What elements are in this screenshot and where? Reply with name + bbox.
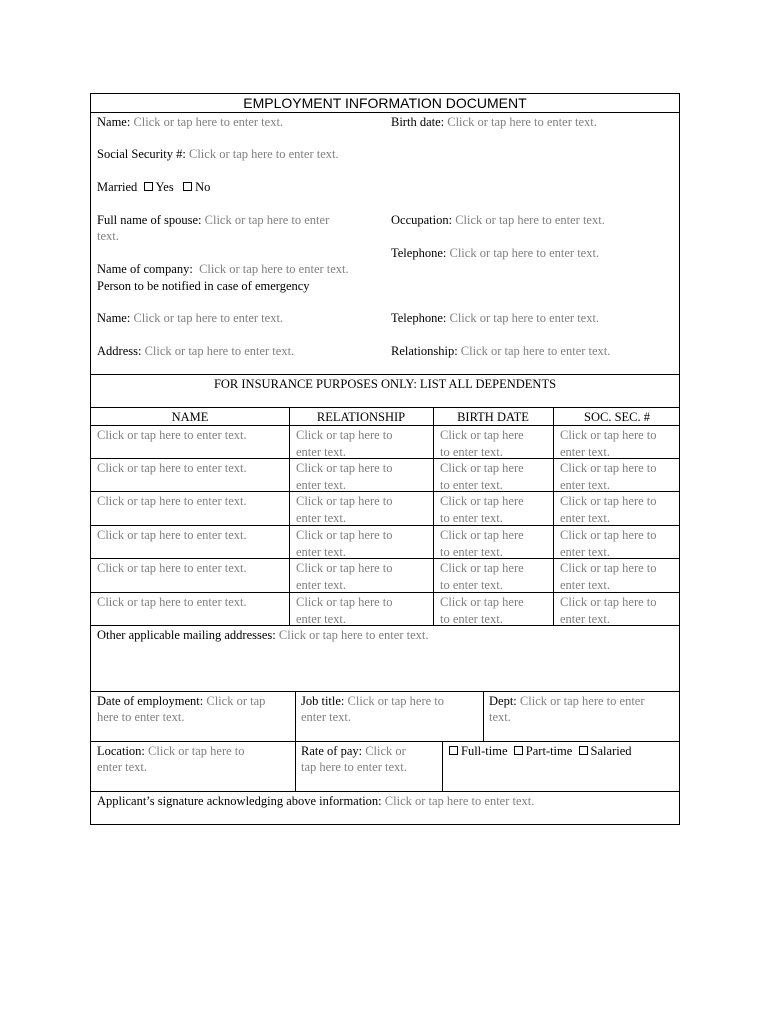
spouse-telephone-label: Telephone: — [391, 246, 447, 260]
field-line: Click or tap here to — [560, 428, 657, 442]
field-line: to enter text. — [440, 444, 503, 459]
field-line: enter text. — [560, 577, 610, 592]
part-time-checkbox[interactable] — [514, 746, 523, 755]
full-time-label: Full-time — [461, 744, 508, 758]
dependent-birth-date-field[interactable] — [440, 560, 524, 593]
field-line: Click or tap here to — [560, 561, 657, 575]
married-yes-checkbox[interactable] — [144, 182, 153, 191]
field-line: enter text. — [560, 510, 610, 525]
married-no-label: No — [195, 180, 211, 194]
field-line: to enter text. — [440, 611, 503, 626]
name-label: Name: — [97, 115, 131, 129]
field-line: enter text. — [296, 510, 346, 525]
field-line: Click or tap here to — [296, 595, 393, 609]
ssn-row — [97, 146, 339, 162]
job-title-label: Job title: — [301, 694, 345, 708]
ssn-label: Social Security #: — [97, 147, 186, 161]
column-divider — [483, 691, 484, 741]
dependent-relationship-field[interactable] — [296, 594, 393, 627]
married-row — [97, 179, 210, 195]
mailing-addresses-label: Other applicable mailing addresses: — [97, 628, 276, 642]
address-field[interactable]: Click or tap here to enter text. — [144, 344, 295, 358]
employment-form — [90, 93, 680, 825]
column-divider — [553, 407, 554, 625]
occupation-label: Occupation: — [391, 213, 453, 227]
dependent-ssn-field[interactable] — [560, 493, 657, 526]
dept-field[interactable]: Click or tap here to enter — [519, 694, 645, 708]
spouse-row — [97, 212, 329, 228]
mailing-addresses-field[interactable]: Click or tap here to enter text. — [278, 628, 429, 642]
birth-date-label: Birth date: — [391, 115, 445, 129]
column-header-birth-date: BIRTH DATE — [457, 410, 529, 424]
rate-of-pay-row — [301, 743, 406, 759]
column-header-relationship: RELATIONSHIP — [316, 410, 406, 424]
dependent-birth-date-field[interactable] — [440, 594, 524, 627]
field-line: Click or tap here — [440, 428, 524, 442]
dependent-ssn-field[interactable] — [560, 527, 657, 560]
field-line: to enter text. — [440, 477, 503, 492]
married-label: Married — [97, 180, 138, 194]
field-line: enter text. — [296, 611, 346, 626]
dependent-name-field[interactable]: Click or tap here to enter text. — [97, 595, 247, 609]
field-line: enter text. — [296, 577, 346, 592]
dept-field-continued[interactable]: text. — [489, 710, 511, 724]
table-row-divider — [91, 425, 679, 426]
dependent-relationship-field[interactable] — [296, 527, 393, 560]
date-of-employment-field-continued[interactable]: here to enter text. — [97, 710, 185, 724]
ssn-field[interactable]: Click or tap here to enter text. — [189, 147, 339, 161]
dept-row — [489, 693, 645, 709]
column-divider — [442, 741, 443, 791]
signature-row — [97, 793, 534, 809]
divider — [91, 374, 679, 375]
field-line: Click or tap here to — [560, 461, 657, 475]
location-label: Location: — [97, 744, 145, 758]
mailing-addresses-row — [97, 627, 429, 643]
divider — [91, 407, 679, 408]
relationship-field[interactable]: Click or tap here to enter text. — [460, 344, 611, 358]
dependent-ssn-field[interactable] — [560, 427, 657, 460]
field-line: enter text. — [296, 477, 346, 492]
name-row — [97, 114, 283, 130]
address-label: Address: — [97, 344, 142, 358]
column-divider — [433, 407, 434, 625]
married-yes-label: Yes — [155, 180, 174, 194]
document-title: EMPLOYMENT INFORMATION DOCUMENT — [91, 94, 679, 113]
dependent-name-field[interactable]: Click or tap here to enter text. — [97, 561, 247, 575]
company-field[interactable]: Click or tap here to enter text. — [199, 262, 349, 276]
company-row — [97, 261, 349, 277]
job-title-field[interactable]: Click or tap here to — [347, 694, 445, 708]
field-line: Click or tap here to — [296, 528, 393, 542]
company-label: Name of company: — [97, 262, 193, 276]
field-line: Click or tap here to — [560, 528, 657, 542]
location-field-continued[interactable]: enter text. — [97, 760, 147, 774]
emergency-telephone-label: Telephone: — [391, 311, 447, 325]
spouse-field-continued[interactable]: text. — [97, 229, 119, 243]
field-line: enter text. — [296, 444, 346, 459]
divider — [91, 741, 679, 742]
field-line: to enter text. — [440, 510, 503, 525]
emergency-name-label: Name: — [97, 311, 131, 325]
date-of-employment-field[interactable]: Click or tap — [206, 694, 266, 708]
salaried-label: Salaried — [590, 744, 632, 758]
name-field[interactable]: Click or tap here to enter text. — [133, 115, 284, 129]
field-line: Click or tap here — [440, 595, 524, 609]
field-line: enter text. — [560, 611, 610, 626]
salaried-checkbox[interactable] — [579, 746, 588, 755]
field-line: enter text. — [296, 544, 346, 559]
employment-type-row — [449, 743, 632, 759]
emergency-name-field[interactable]: Click or tap here to enter text. — [133, 311, 284, 325]
relationship-label: Relationship: — [391, 344, 458, 358]
dependent-relationship-field[interactable] — [296, 560, 393, 593]
field-line: Click or tap here to — [560, 595, 657, 609]
emergency-telephone-field[interactable]: Click or tap here to enter text. — [449, 311, 600, 325]
field-line: enter text. — [560, 444, 610, 459]
field-line: Click or tap here — [440, 528, 524, 542]
address-row — [97, 343, 294, 359]
dependent-ssn-field[interactable] — [560, 594, 657, 627]
field-line: to enter text. — [440, 577, 503, 592]
divider — [91, 691, 679, 692]
rate-of-pay-label: Rate of pay: — [301, 744, 363, 758]
job-title-row — [301, 693, 444, 709]
column-header-name: NAME — [171, 410, 209, 424]
field-line: Click or tap here to — [296, 494, 393, 508]
emergency-name-row — [97, 310, 283, 326]
dependent-name-field[interactable]: Click or tap here to enter text. — [97, 528, 247, 542]
occupation-field[interactable]: Click or tap here to enter text. — [455, 213, 605, 227]
part-time-label: Part-time — [525, 744, 573, 758]
insurance-heading: FOR INSURANCE PURPOSES ONLY: LIST ALL DEPENDENTS — [213, 377, 557, 391]
emergency-heading: Person to be notified in case of emergency — [97, 279, 310, 293]
field-line: Click or tap here — [440, 461, 524, 475]
field-line: Click or tap here to — [296, 428, 393, 442]
location-row — [97, 743, 245, 759]
spouse-telephone-field[interactable]: Click or tap here to enter text. — [449, 246, 600, 260]
dependent-birth-date-field[interactable] — [440, 527, 524, 560]
column-divider — [289, 407, 290, 625]
date-of-employment-label: Date of employment: — [97, 694, 204, 708]
emergency-telephone-row — [391, 310, 599, 326]
signature-field[interactable]: Click or tap here to enter text. — [384, 794, 535, 808]
signature-label: Applicant’s signature acknowledging above information: — [97, 794, 382, 808]
location-field[interactable]: Click or tap here to — [148, 744, 245, 758]
field-line: to enter text. — [440, 544, 503, 559]
dependent-ssn-field[interactable] — [560, 560, 657, 593]
field-line: enter text. — [560, 477, 610, 492]
spouse-label: Full name of spouse: — [97, 213, 202, 227]
dependent-name-field[interactable]: Click or tap here to enter text. — [97, 428, 247, 442]
field-line: Click or tap here to — [560, 494, 657, 508]
job-title-field-continued[interactable]: enter text. — [301, 710, 351, 724]
dependent-birth-date-field[interactable] — [440, 427, 524, 460]
rate-of-pay-field-continued[interactable]: tap here to enter text. — [301, 760, 407, 774]
birth-date-row — [391, 114, 597, 130]
field-line: Click or tap here to — [296, 561, 393, 575]
field-line: enter text. — [560, 544, 610, 559]
dependent-relationship-field[interactable] — [296, 460, 393, 493]
dependent-name-field[interactable]: Click or tap here to enter text. — [97, 461, 247, 475]
dependent-birth-date-field[interactable] — [440, 493, 524, 526]
date-of-employment-row — [97, 693, 265, 709]
dependent-ssn-field[interactable] — [560, 460, 657, 493]
spouse-telephone-row — [391, 245, 599, 261]
birth-date-field[interactable]: Click or tap here to enter text. — [447, 115, 597, 129]
divider — [91, 791, 679, 792]
dependent-birth-date-field[interactable] — [440, 460, 524, 493]
relationship-row — [391, 343, 610, 359]
column-header-soc-sec: SOC. SEC. # — [584, 410, 650, 424]
rate-of-pay-field[interactable]: Click or — [365, 744, 406, 758]
spouse-field[interactable]: Click or tap here to enter — [204, 213, 330, 227]
full-time-checkbox[interactable] — [449, 746, 458, 755]
dependent-relationship-field[interactable] — [296, 427, 393, 460]
married-no-checkbox[interactable] — [183, 182, 192, 191]
dependent-relationship-field[interactable] — [296, 493, 393, 526]
field-line: Click or tap here to — [296, 461, 393, 475]
dependent-name-field[interactable]: Click or tap here to enter text. — [97, 494, 247, 508]
field-line: Click or tap here — [440, 494, 524, 508]
occupation-row — [391, 212, 605, 228]
field-line: Click or tap here — [440, 561, 524, 575]
dept-label: Dept: — [489, 694, 517, 708]
